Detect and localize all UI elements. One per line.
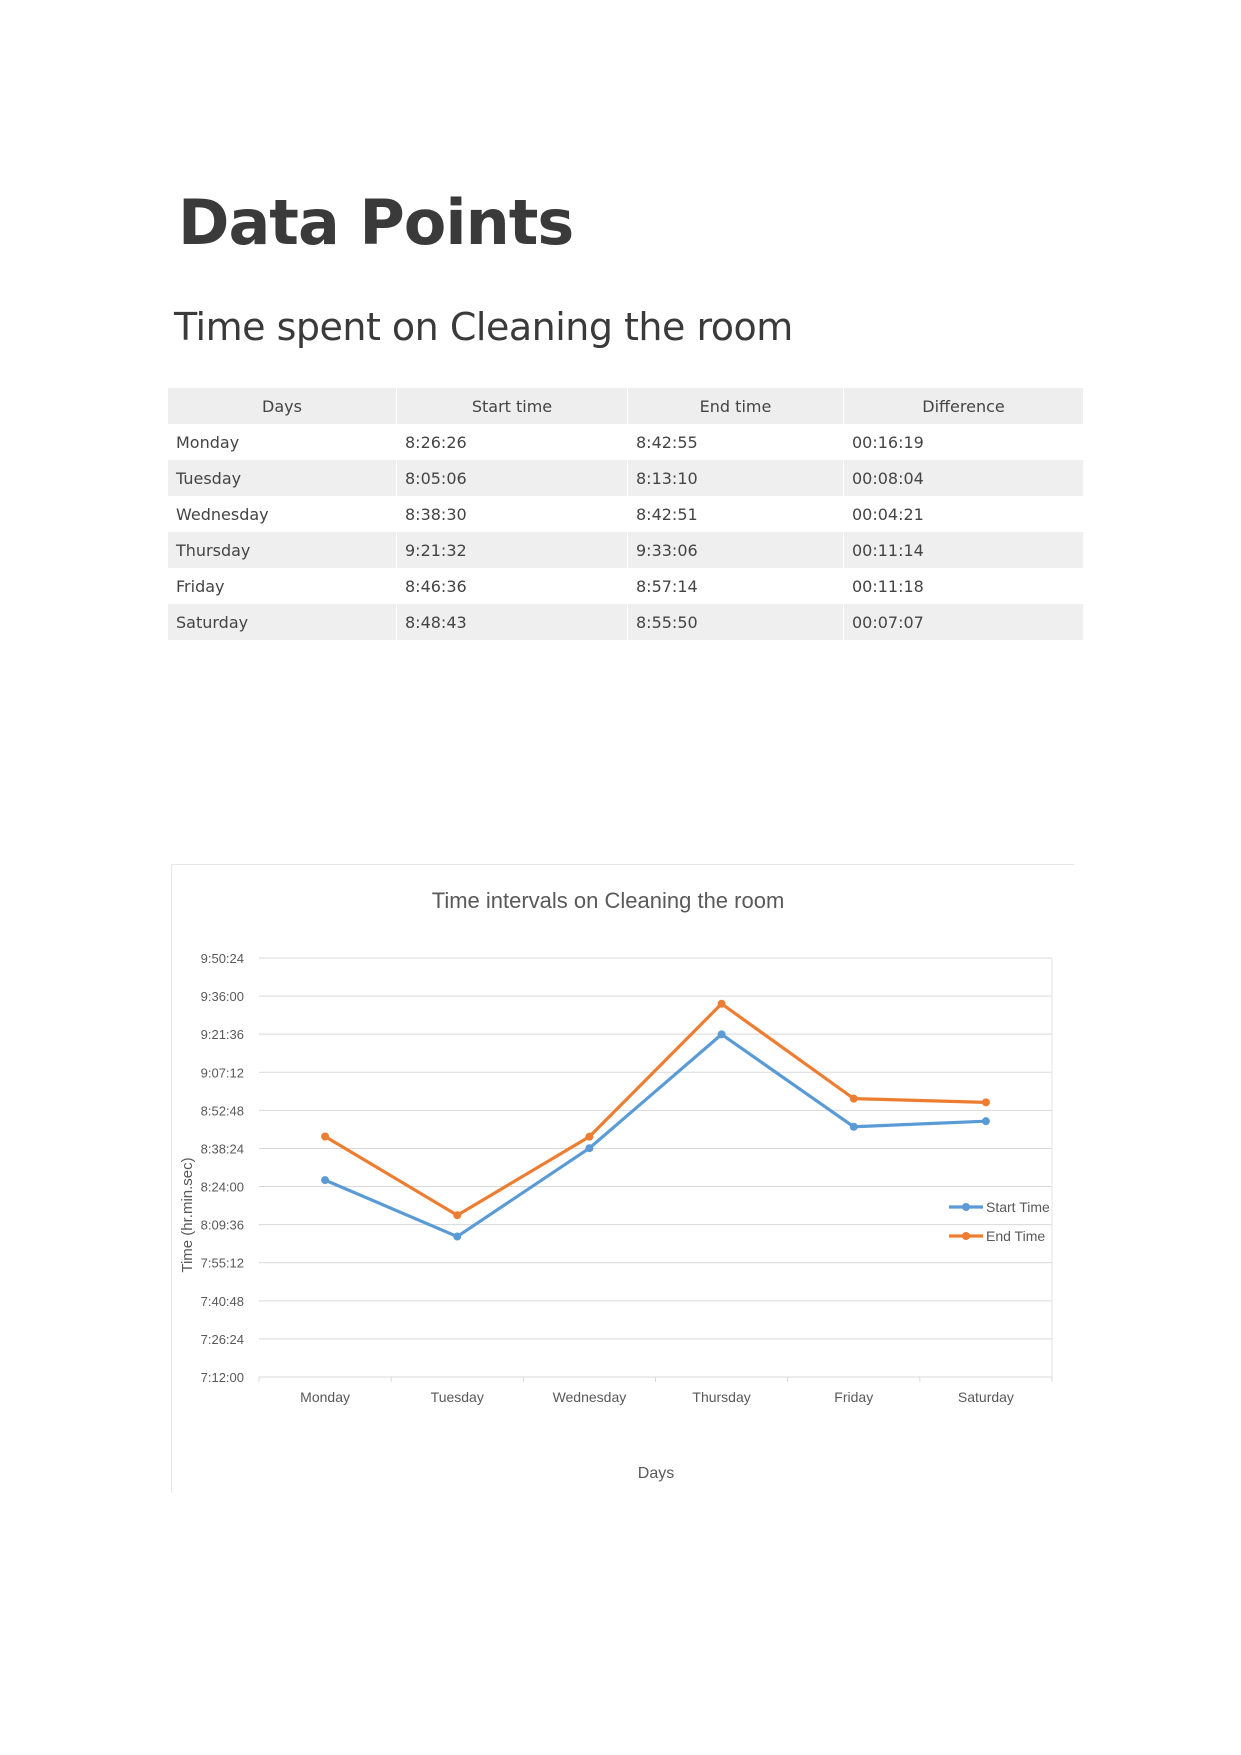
- cell-day: Wednesday: [168, 496, 397, 532]
- cell-day: Thursday: [168, 532, 397, 568]
- cell-day: Tuesday: [168, 460, 397, 496]
- cell-difference: 00:11:14: [844, 532, 1084, 568]
- y-tick-label: 7:26:24: [200, 1331, 244, 1347]
- y-tick-label: 7:55:12: [200, 1255, 244, 1271]
- legend: [949, 1199, 1050, 1244]
- x-axis-label: Days: [637, 1465, 675, 1482]
- y-axis-label: Time (hr.min.sec): [179, 1157, 196, 1273]
- cell-day: Saturday: [168, 604, 397, 640]
- y-tick-label: 9:50:24: [200, 951, 244, 966]
- y-tick-label: 7:12:00: [200, 1370, 244, 1385]
- table-row: [168, 460, 1084, 496]
- chart-title: Time intervals on Cleaning the room: [431, 888, 785, 913]
- cell-difference: 00:08:04: [844, 460, 1084, 496]
- y-axis-ticks: [201, 951, 244, 1385]
- cell-difference: 00:07:07: [844, 604, 1084, 640]
- line-chart: [172, 865, 1074, 1493]
- table-row: [168, 424, 1084, 460]
- series-lines: [321, 1000, 990, 1241]
- y-tick-label: 8:24:00: [200, 1179, 244, 1195]
- cell-start-time: 8:48:43: [397, 604, 628, 640]
- cell-end-time: 8:42:55: [628, 424, 844, 460]
- cell-difference: 00:04:21: [844, 496, 1084, 532]
- cell-start-time: 8:38:30: [397, 496, 628, 532]
- page-title: Data Points: [178, 186, 574, 259]
- table-row: [168, 604, 1084, 640]
- cell-end-time: 8:55:50: [628, 604, 844, 640]
- column-header-end-time: End time: [628, 388, 844, 424]
- data-point: [718, 1030, 726, 1038]
- chart-frame: [171, 864, 1074, 1493]
- y-tick-label: 8:38:24: [200, 1141, 244, 1157]
- legend-label: Start Time: [986, 1199, 1050, 1215]
- y-tick-label: 9:07:12: [200, 1065, 244, 1081]
- y-tick-label: 7:40:48: [200, 1293, 244, 1309]
- cell-end-time: 8:57:14: [628, 568, 844, 604]
- x-tick-label: Wednesday: [552, 1389, 627, 1405]
- data-table: [168, 388, 1084, 640]
- data-point: [453, 1233, 461, 1241]
- y-tick-label: 8:52:48: [200, 1103, 244, 1119]
- legend-swatch-marker: [962, 1203, 970, 1211]
- data-point: [321, 1176, 329, 1184]
- data-point: [982, 1098, 990, 1106]
- x-tick-label: Thursday: [692, 1389, 751, 1405]
- cell-start-time: 8:05:06: [397, 460, 628, 496]
- table-header-row: [168, 388, 1084, 424]
- x-tick-label: Monday: [300, 1389, 350, 1405]
- x-tick-label: Saturday: [957, 1389, 1014, 1405]
- cell-end-time: 8:42:51: [628, 496, 844, 532]
- y-tick-label: 8:09:36: [200, 1217, 244, 1233]
- cell-end-time: 8:13:10: [628, 460, 844, 496]
- table-row: [168, 568, 1084, 604]
- legend-swatch-marker: [962, 1232, 970, 1240]
- column-header-difference: Difference: [844, 388, 1084, 424]
- series-line: [325, 1034, 986, 1236]
- x-axis-ticks: [259, 1377, 1052, 1405]
- data-point: [850, 1095, 858, 1103]
- data-point: [982, 1117, 990, 1125]
- data-point: [718, 1000, 726, 1008]
- legend-label: End Time: [986, 1228, 1046, 1244]
- page-subtitle: Time spent on Cleaning the room: [174, 305, 793, 349]
- column-header-start-time: Start time: [397, 388, 628, 424]
- data-point: [321, 1133, 329, 1141]
- cell-end-time: 9:33:06: [628, 532, 844, 568]
- cell-start-time: 9:21:32: [397, 532, 628, 568]
- x-tick-label: Friday: [834, 1389, 874, 1405]
- cell-start-time: 8:46:36: [397, 568, 628, 604]
- y-tick-label: 9:36:00: [200, 989, 244, 1005]
- column-header-days: Days: [168, 388, 397, 424]
- series-line: [325, 1004, 986, 1215]
- data-point: [585, 1133, 593, 1141]
- y-tick-label: 9:21:36: [200, 1027, 244, 1043]
- x-tick-label: Tuesday: [430, 1389, 484, 1405]
- cell-difference: 00:16:19: [844, 424, 1084, 460]
- data-point: [585, 1144, 593, 1152]
- cell-difference: 00:11:18: [844, 568, 1084, 604]
- data-point: [850, 1123, 858, 1131]
- data-point: [453, 1211, 461, 1219]
- table-row: [168, 496, 1084, 532]
- cell-day: Friday: [168, 568, 397, 604]
- table-row: [168, 532, 1084, 568]
- cell-day: Monday: [168, 424, 397, 460]
- cell-start-time: 8:26:26: [397, 424, 628, 460]
